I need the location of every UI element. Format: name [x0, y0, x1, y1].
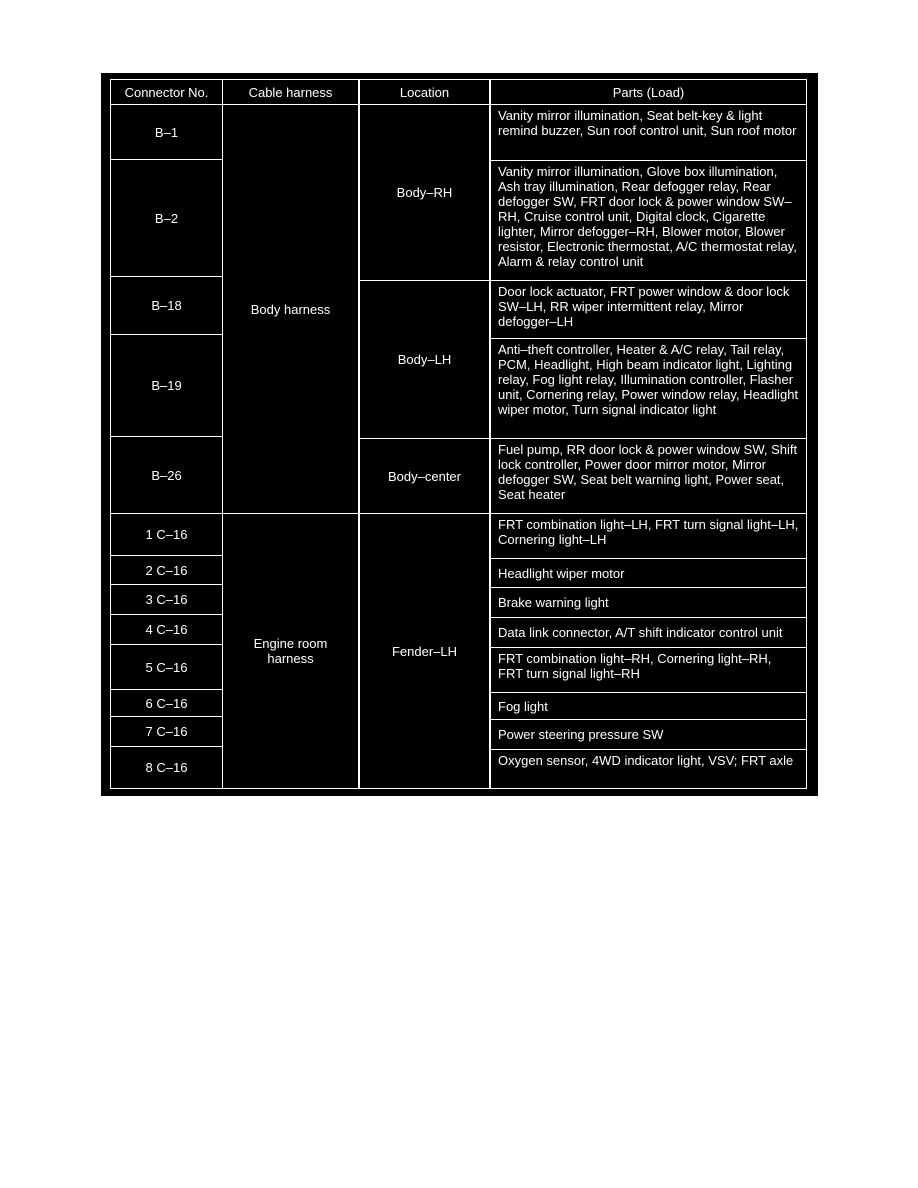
connector-cell: 1 C–16 — [110, 513, 223, 556]
parts-cell: Anti–theft controller, Heater & A/C relay, Tail relay, PCM, Headlight, High beam indicator light, Lighting relay, Fog light relay, Illumination controller, Flasher unit, Cornering relay, Power window relay, Headlight wiper motor, Turn signal indicator light — [490, 338, 807, 439]
header-connector-no: Connector No. — [110, 79, 223, 105]
connector-cell: B–2 — [110, 159, 223, 277]
header-parts-load: Parts (Load) — [490, 79, 807, 105]
harness-cell: Body harness — [222, 104, 359, 514]
connector-cell: 8 C–16 — [110, 746, 223, 789]
connector-cell: B–18 — [110, 276, 223, 335]
parts-cell: Power steering pressure SW — [490, 719, 807, 750]
parts-cell: Vanity mirror illumination, Seat belt-key & light remind buzzer, Sun roof control unit, Sun roof motor — [490, 104, 807, 161]
harness-cell: Engine room harness — [222, 513, 359, 789]
connector-cell: 5 C–16 — [110, 644, 223, 690]
connector-cell: 7 C–16 — [110, 716, 223, 747]
parts-cell: Fuel pump, RR door lock & power window SW, Shift lock controller, Power door mirror motor, Mirror defogger SW, Seat belt warning light, Power seat, Seat heater — [490, 438, 807, 514]
location-cell: Body–LH — [359, 280, 490, 439]
header-cable-harness: Cable harness — [222, 79, 359, 105]
location-cell: Body–center — [359, 438, 490, 514]
connector-cell: B–1 — [110, 104, 223, 160]
parts-cell: Oxygen sensor, 4WD indicator light, VSV; FRT axle — [490, 749, 807, 789]
parts-cell: Door lock actuator, FRT power window & door lock SW–LH, RR wiper intermittent relay, Mirror defogger–LH — [490, 280, 807, 339]
connector-cell: 4 C–16 — [110, 614, 223, 645]
parts-cell: FRT combination light–RH, Cornering light–RH, FRT turn signal light–RH — [490, 647, 807, 693]
connector-table — [101, 73, 818, 796]
location-cell: Fender–LH — [359, 513, 490, 789]
parts-cell: Vanity mirror illumination, Glove box illumination, Ash tray illumination, Rear defogger relay, Rear defogger SW, FRT door lock & power window SW–RH, Cruise control unit, Digital clock, Cigarette lighter, Mirror defogger–RH, Blower motor, Blower resistor, Electronic thermostat, A/C thermostat relay, Alarm & relay control unit — [490, 160, 807, 281]
connector-cell: B–26 — [110, 436, 223, 514]
location-cell: Body–RH — [359, 104, 490, 281]
parts-cell: Brake warning light — [490, 587, 807, 618]
parts-cell: Headlight wiper motor — [490, 558, 807, 588]
connector-cell: 6 C–16 — [110, 689, 223, 717]
parts-cell: Fog light — [490, 692, 807, 720]
parts-cell: FRT combination light–LH, FRT turn signal light–LH, Cornering light–LH — [490, 513, 807, 559]
connector-cell: 3 C–16 — [110, 584, 223, 615]
header-location: Location — [359, 79, 490, 105]
connector-cell: 2 C–16 — [110, 555, 223, 585]
connector-cell: B–19 — [110, 334, 223, 437]
parts-cell: Data link connector, A/T shift indicator control unit — [490, 617, 807, 648]
